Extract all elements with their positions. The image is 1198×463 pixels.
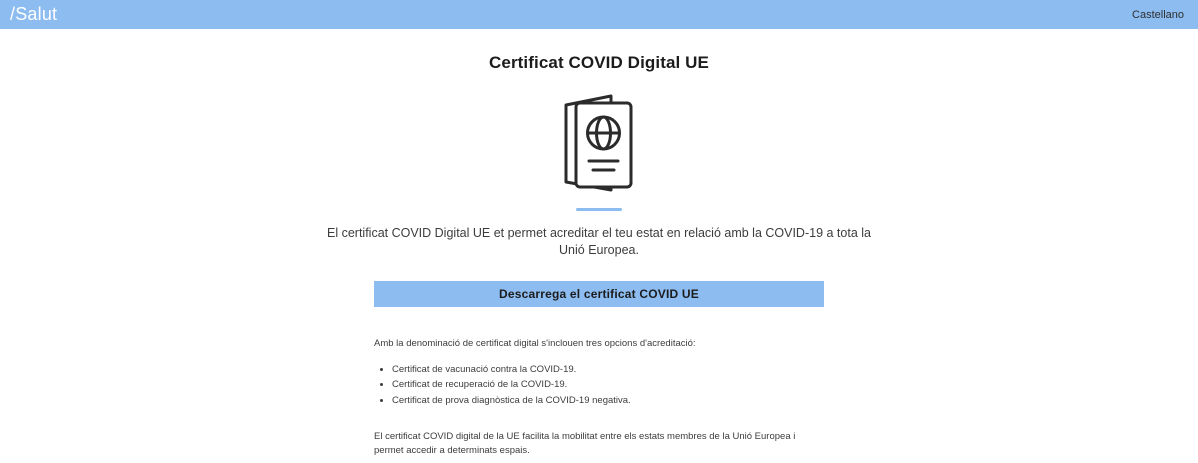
download-certificate-button[interactable]: Descarrega el certificat COVID UE xyxy=(374,281,824,307)
intro-text: El certificat COVID Digital UE et permet acreditar el teu estat en relació amb la COVID-19 a tota la Unió Europea. xyxy=(327,226,871,257)
certificate-options-list xyxy=(374,363,824,408)
page-content xyxy=(0,29,1198,458)
covid-certificate-passport-icon xyxy=(553,91,645,200)
list-item: • Certificat de recuperació de la COVID-19. xyxy=(392,378,824,392)
language-switch-link[interactable]: Castellano xyxy=(1132,8,1184,21)
list-item: • Certificat de vacunació contra la COVID-19. xyxy=(392,363,824,377)
site-brand: /Salut xyxy=(10,4,58,24)
closing-text: El certificat COVID digital de la UE facilita la mobilitat entre els estats membres de la Unió Europea i permet accedir a determinats espais. xyxy=(374,430,796,456)
list-item: • Certificat de prova diagnòstica de la COVID-19 negativa. xyxy=(392,394,824,408)
illustration-container xyxy=(0,91,1198,200)
info-block xyxy=(374,337,824,459)
list-intro-text: Amb la denominació de certificat digital s'inclouen tres opcions d'acreditació: xyxy=(374,337,696,349)
cta-container xyxy=(0,281,1198,307)
page-title: Certificat COVID Digital UE xyxy=(489,53,709,72)
top-bar xyxy=(0,0,1198,29)
section-divider xyxy=(576,208,622,211)
